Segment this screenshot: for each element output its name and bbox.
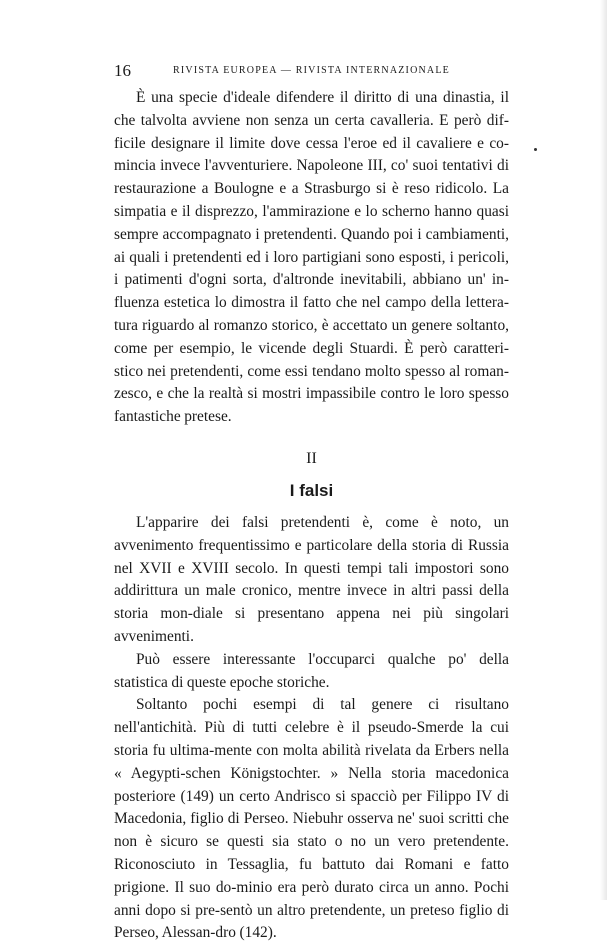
section-title: I falsi xyxy=(289,480,334,500)
page-body xyxy=(114,87,509,945)
paragraph-antichita: Soltanto pochi esempi di tal genere ci risultano nell'antichità. Più di tutti celebre è il pseudo-Smerde la cui storia fu ultima-mente con molta abilità rivelata da Erbers nella « Aegypti-schen Königstochter. » Nella storia macedonica posteriore (149) un certo Andrisco si spacciò per Filippo IV di Macedonia, figlio di Perseo. Niebuhr osserva ne' suoi scritti che non è sicuro se questi sia stato o no un vero pretendente. Riconosciuto in Tessaglia, fu battuto dai Romani e fatto prigione. Il suo do-minio era però durato circa un anno. Pochi anni dopo si pre-sentò un altro pretendente, un preteso figlio di Perseo, Alessan-dro (142). xyxy=(114,696,509,942)
paragraph-statistica: Può essere interessante l'occuparci qualche po' della statistica di queste epoche storiche. xyxy=(114,650,509,691)
running-title: RIVISTA EUROPEA — RIVISTA INTERNAZIONALE xyxy=(173,65,450,76)
page-header xyxy=(114,61,509,81)
paragraph-russia: L'apparire dei falsi pretendenti è, come è noto, un avvenimento frequentissimo e particolare della storia di Russia nel XVII e XVIII secolo. In questi tempi tali impostori sono addirittura un male cronico, mentre invece in altri passi della storia mon-diale si presentano appena nei più singolari avvenimenti. xyxy=(114,513,509,645)
section-numeral: II xyxy=(306,449,317,467)
margin-speck xyxy=(534,148,537,151)
page-number: 16 xyxy=(114,61,131,80)
page-edge-shadow xyxy=(600,0,607,900)
paragraph-pretendenti: È una specie d'ideale difendere il diritto di una dinastia, il che talvolta avviene non senza un certa cavalleria. E però dif-ficile designare il limite dove cessa l'eroe ed il cavaliere e co-mincia invece l'avventuriere. Napoleone III, co' suoi tentativi di restaurazione a Boulogne e a Strasburgo si è reso ridicolo. La simpatia e il disprezzo, l'ammirazione e lo scherno hanno quasi sempre accompagnato i pretendenti. Quando poi i cambiamenti, ai quali i pretendenti ed i loro partigiani sono esposti, i pericoli, i patimenti d'ogni sorta, d'altronde inevitabili, abbiano un' in-fluenza estetica lo dimostra il fatto che nel campo della lettera-tura riguardo al romanzo storico, è accettato un genere soltanto, come per esempio, le vicende degli Stuardi. È però caratteri-stico nei pretendenti, come essi tendano molto spesso al roman-zesco, e che la realtà si mostri impassibile contro le loro spesso fantastiche pretese. xyxy=(114,89,509,426)
